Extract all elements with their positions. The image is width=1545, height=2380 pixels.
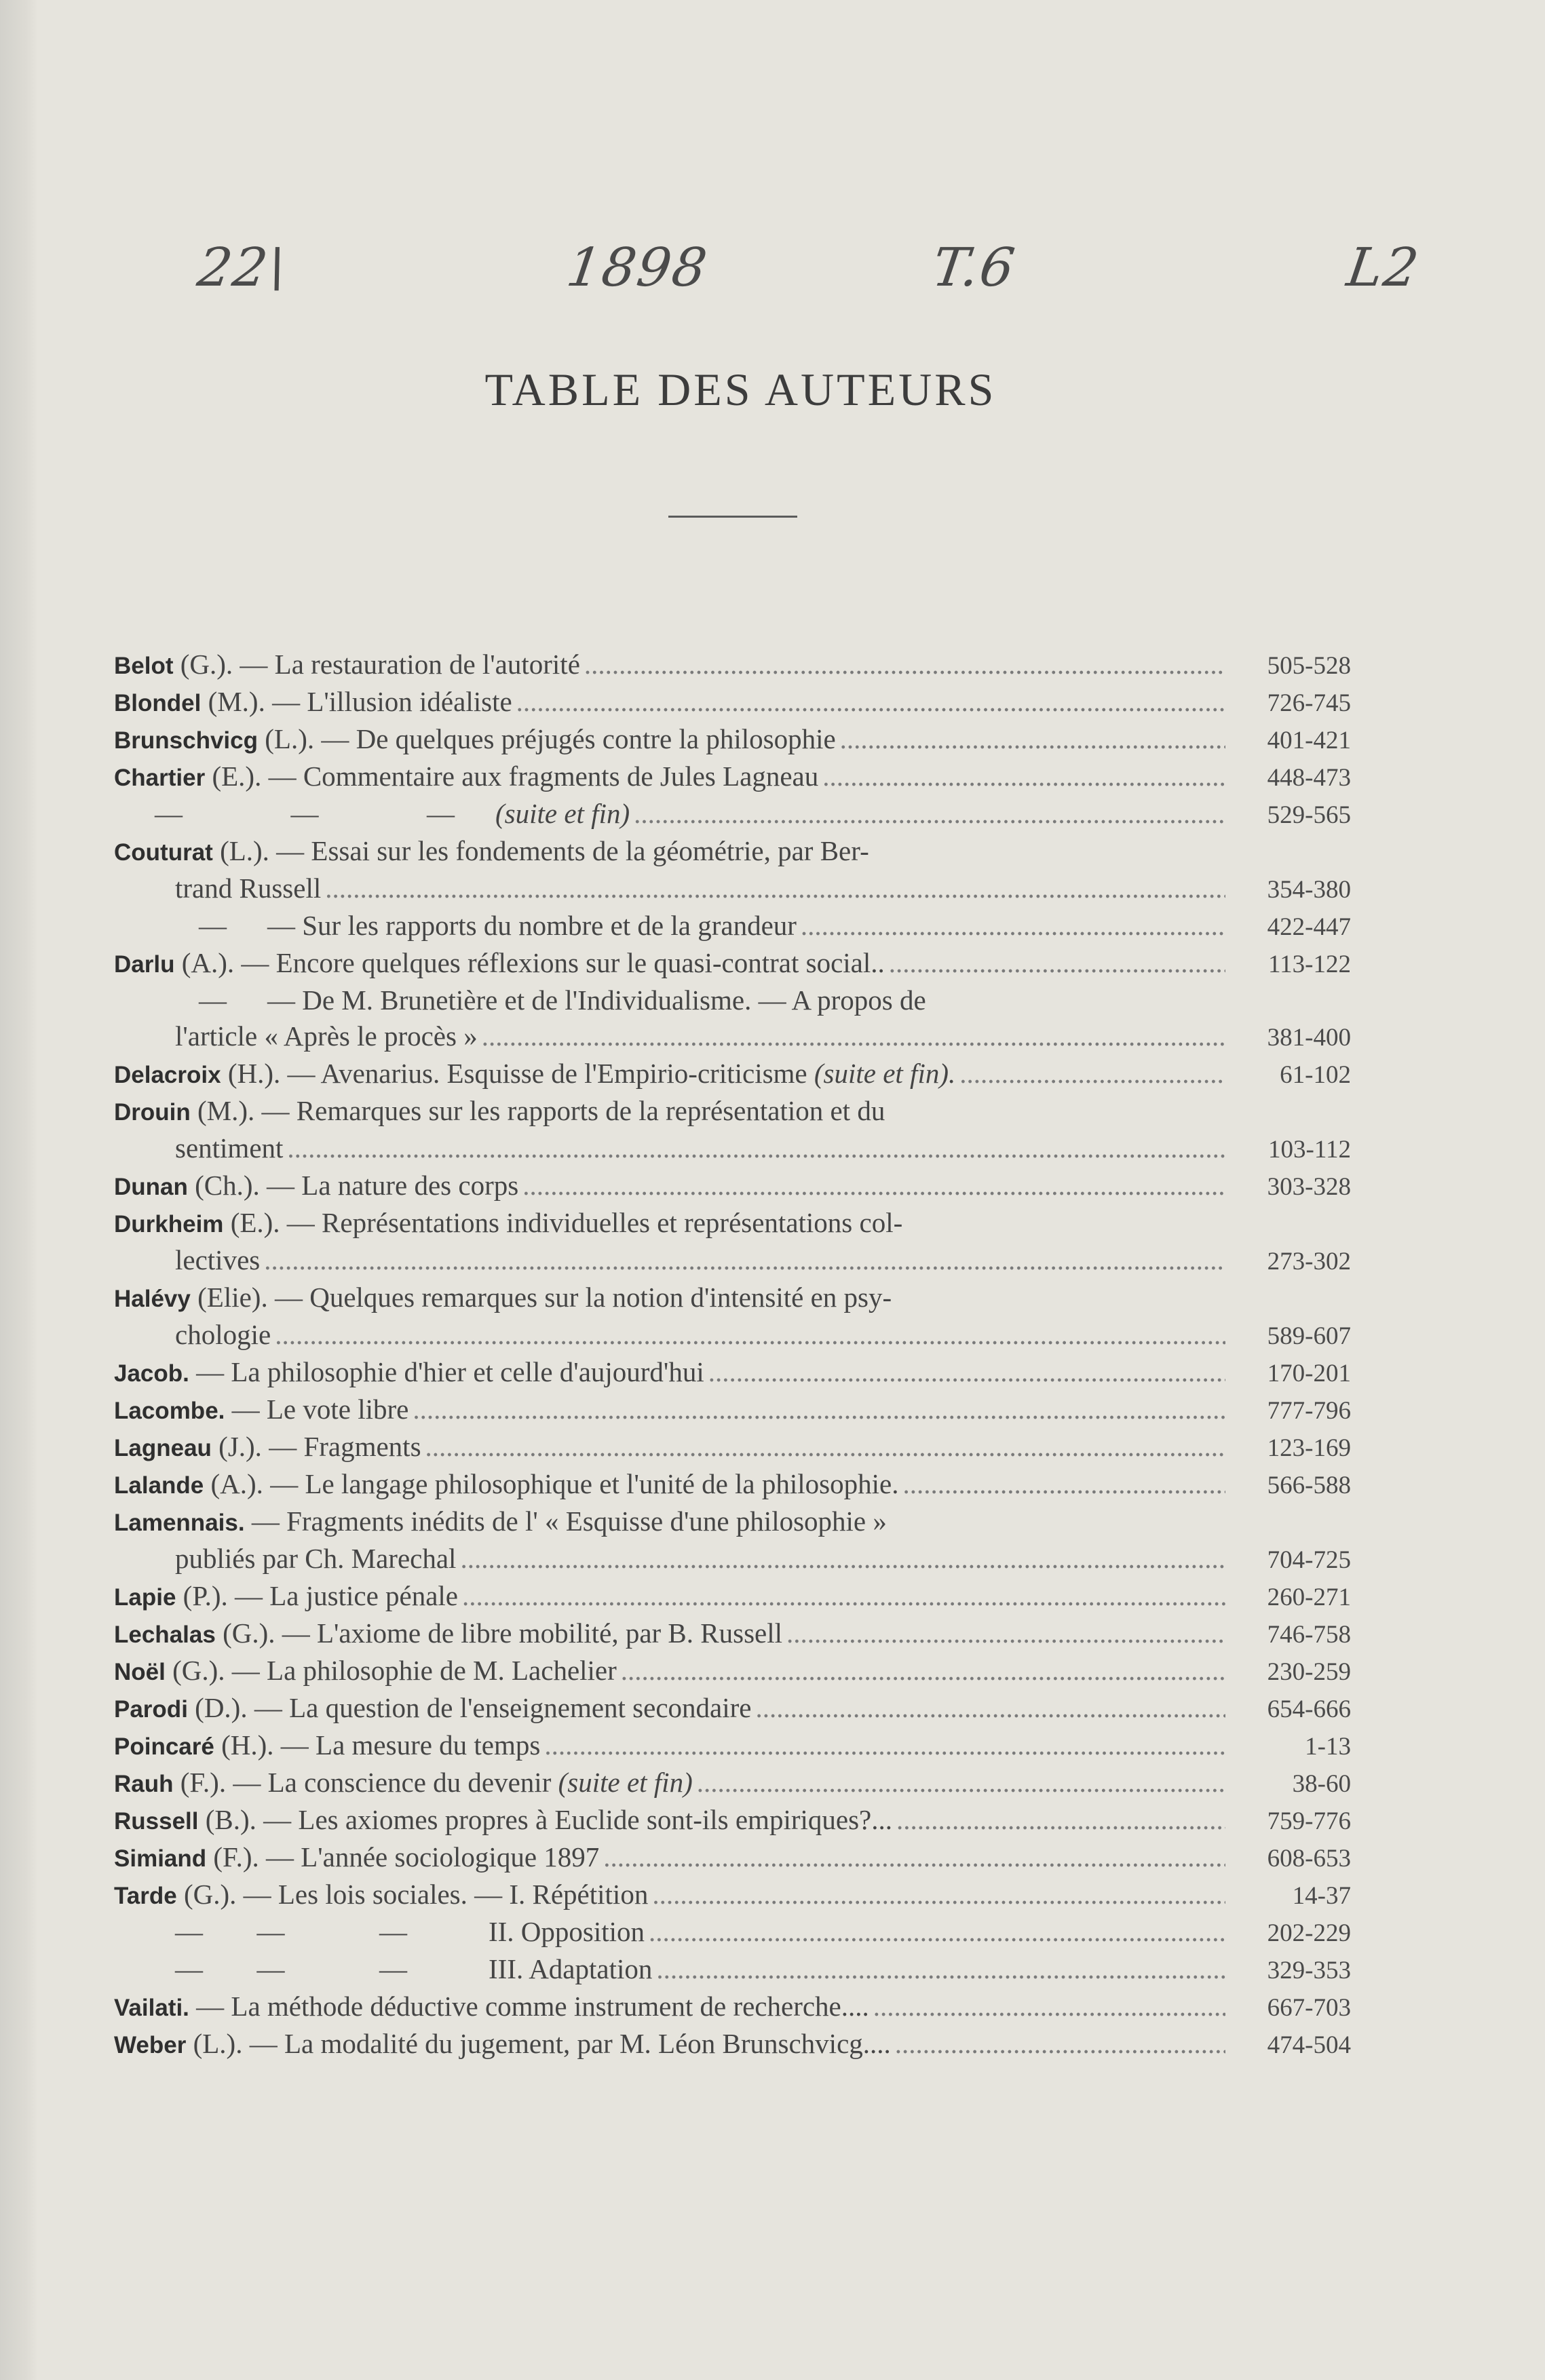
page-range: 38-60 [1292,1770,1351,1798]
page-range: 1-13 [1305,1733,1351,1761]
author-name: Lapie [114,1584,176,1611]
author-name: Darlu [114,951,175,978]
handwritten-note-1: 22\ [193,237,292,299]
entry-brunschvicg: Brunschvicg (L.). — De quelques préjugés contre la philosophie ..... 401-421 [114,721,1351,759]
page-range: 329-353 [1267,1957,1351,1984]
page-range: 759-776 [1267,1807,1351,1835]
entry-blondel: Blondel (M.). — L'illusion idéaliste ..... 726-745 [114,684,1351,721]
page-range: 726-745 [1267,689,1351,717]
author-name: Blondel [114,690,202,716]
title-rule [668,516,797,518]
page-range: 777-796 [1267,1397,1351,1425]
entry-parodi: Parodi (D.). — La question de l'enseignement secondaire ..... 654-666 [114,1690,1351,1727]
author-name: Lacombe. [114,1398,225,1424]
entry-simiand: Simiand (F.). — L'année sociologique 1897 ..... 608-653 [114,1839,1351,1877]
entry-tarde: Tarde (G.). — Les lois sociales. — I. Répétition ..... 14-37 [114,1877,1351,1914]
entry-lalande: Lalande (A.). — Le langage philosophique et l'unité de la philosophie. ..... 566-588 [114,1466,1351,1503]
page-range: 608-653 [1267,1845,1351,1873]
page-range: 113-122 [1268,951,1351,978]
entry-darlu-2: — — De M. Brunetière et de l'Individualisme. — A propos de [199,984,926,1016]
author-name: Durkheim [114,1211,224,1237]
entry-lamennais-cont: publiés par Ch. Marechal ..... 704-725 [114,1541,1351,1578]
entry-delacroix: Delacroix (H.). — Avenarius. Esquisse de l'Empirio-criticisme (suite et fin). ..... 61-102 [114,1056,1351,1093]
entry-chartier: Chartier (E.). — Commentaire aux fragments de Jules Lagneau ..... 448-473 [114,759,1351,796]
page-range: 202-229 [1267,1919,1351,1947]
author-name: Drouin [114,1099,191,1126]
page-range: 103-112 [1268,1136,1351,1164]
page-range: 303-328 [1267,1173,1351,1201]
author-name: Belot [114,653,174,679]
page-range: 401-421 [1267,727,1351,754]
page-range: 273-302 [1267,1248,1351,1275]
handwritten-note-2: 1898 [562,237,712,299]
entry-lechalas: Lechalas (G.). — L'axiome de libre mobilité, par B. Russell ..... 746-758 [114,1615,1351,1653]
entry-tarde-2: — — — II. Opposition ..... 202-229 [114,1914,1351,1951]
entry-chartier-suite: — — — (suite et fin) ..... 529-565 [114,796,1351,833]
entry-tarde-3: — — — III. Adaptation ..... 329-353 [114,1951,1351,1989]
author-name: Dunan [114,1174,188,1200]
author-name: Rauh [114,1771,174,1797]
entry-drouin: Drouin (M.). — Remarques sur les rapports de la représentation et du [114,1095,885,1126]
entry-darlu: Darlu (A.). — Encore quelques réflexions sur le quasi-contrat social.. ..... 113-122 [114,945,1351,982]
entry-drouin-cont: sentiment ..... 103-112 [114,1130,1351,1168]
author-name: Tarde [114,1883,177,1909]
page-title: TABLE DES AUTEURS [484,364,997,415]
entry-weber: Weber (L.). — La modalité du jugement, par M. Léon Brunschvicg.... ..... 474-504 [114,2026,1351,2063]
page-range: 704-725 [1267,1546,1351,1574]
author-name: Jacob. [114,1360,189,1387]
page-range: 170-201 [1267,1360,1351,1387]
page-range: 381-400 [1267,1024,1351,1052]
entry-dunan: Dunan (Ch.). — La nature des corps ..... 303-328 [114,1168,1351,1205]
page-range: 474-504 [1267,2031,1351,2059]
author-name: Parodi [114,1696,188,1723]
author-index [114,647,1351,2063]
author-name: Russell [114,1808,199,1835]
page-range: 505-528 [1267,652,1351,680]
entry-belot: Belot (G.). — La restauration de l'autorité ..... 505-528 [114,647,1351,684]
page-range: 14-37 [1292,1882,1351,1910]
entry-lapie: Lapie (P.). — La justice pénale ..... 260-271 [114,1578,1351,1615]
page-range: 566-588 [1267,1472,1351,1499]
entry-poincare: Poincaré (H.). — La mesure du temps ..... 1-13 [114,1727,1351,1765]
page-range: 260-271 [1267,1584,1351,1611]
entry-lamennais: Lamennais. — Fragments inédits de l' « Esquisse d'une philosophie » [114,1505,887,1537]
entry-couturat-2: — — Sur les rapports du nombre et de la grandeur ..... 422-447 [114,908,1351,945]
page-range: 589-607 [1267,1322,1351,1350]
page-range: 667-703 [1267,1994,1351,2022]
entry-darlu-2-cont: l'article « Après le procès » ..... 381-400 [114,1018,1351,1056]
author-name: Chartier [114,765,206,791]
page-range: 654-666 [1267,1695,1351,1723]
author-name: Noël [114,1659,166,1685]
author-name: Delacroix [114,1062,221,1088]
entry-couturat: Couturat (L.). — Essai sur les fondements de la géométrie, par Ber- [114,835,869,866]
entry-vailati: Vailati. — La méthode déductive comme instrument de recherche.... ..... 667-703 [114,1989,1351,2026]
author-name: Simiand [114,1845,207,1872]
scan-edge [0,0,38,2380]
page-range: 354-380 [1267,876,1351,904]
entry-halevy: Halévy (Elie). — Quelques remarques sur la notion d'intensité en psy- [114,1282,892,1313]
author-name: Weber [114,2032,187,2058]
handwritten-note-3: T.6 [928,237,1020,299]
author-name: Poincaré [114,1733,214,1760]
entry-couturat-cont: trand Russell ..... 354-380 [114,870,1351,908]
entry-durkheim-cont: lectives ..... 273-302 [114,1242,1351,1280]
author-name: Halévy [114,1286,191,1312]
page-range: 448-473 [1267,764,1351,792]
entry-lagneau: Lagneau (J.). — Fragments ..... 123-169 [114,1429,1351,1466]
entry-russell: Russell (B.). — Les axiomes propres à Euclide sont-ils empiriques?... ..... 759-776 [114,1802,1351,1839]
page-range: 230-259 [1267,1658,1351,1686]
author-name: Lagneau [114,1435,212,1461]
entry-noel: Noël (G.). — La philosophie de M. Lachelier ..... 230-259 [114,1653,1351,1690]
author-name: Vailati. [114,1995,189,2021]
author-name: Couturat [114,839,213,866]
entry-rauh: Rauh (F.). — La conscience du devenir (suite et fin) ..... 38-60 [114,1765,1351,1802]
page-range: 61-102 [1280,1061,1351,1089]
entry-durkheim: Durkheim (E.). — Représentations individuelles et représentations col- [114,1207,903,1238]
handwritten-note-4: L2 [1343,237,1424,299]
entry-halevy-cont: chologie ..... 589-607 [114,1317,1351,1354]
page-range: 123-169 [1267,1434,1351,1462]
author-name: Lalande [114,1472,204,1499]
author-name: Brunschvicg [114,727,258,754]
page-range: 746-758 [1267,1621,1351,1649]
author-name: Lechalas [114,1621,216,1648]
entry-lacombe: Lacombe. — Le vote libre ..... 777-796 [114,1391,1351,1429]
page-range: 422-447 [1267,913,1351,941]
page-range: 529-565 [1267,801,1351,829]
author-name: Lamennais. [114,1510,245,1536]
entry-jacob: Jacob. — La philosophie d'hier et celle d'aujourd'hui ..... 170-201 [114,1354,1351,1391]
